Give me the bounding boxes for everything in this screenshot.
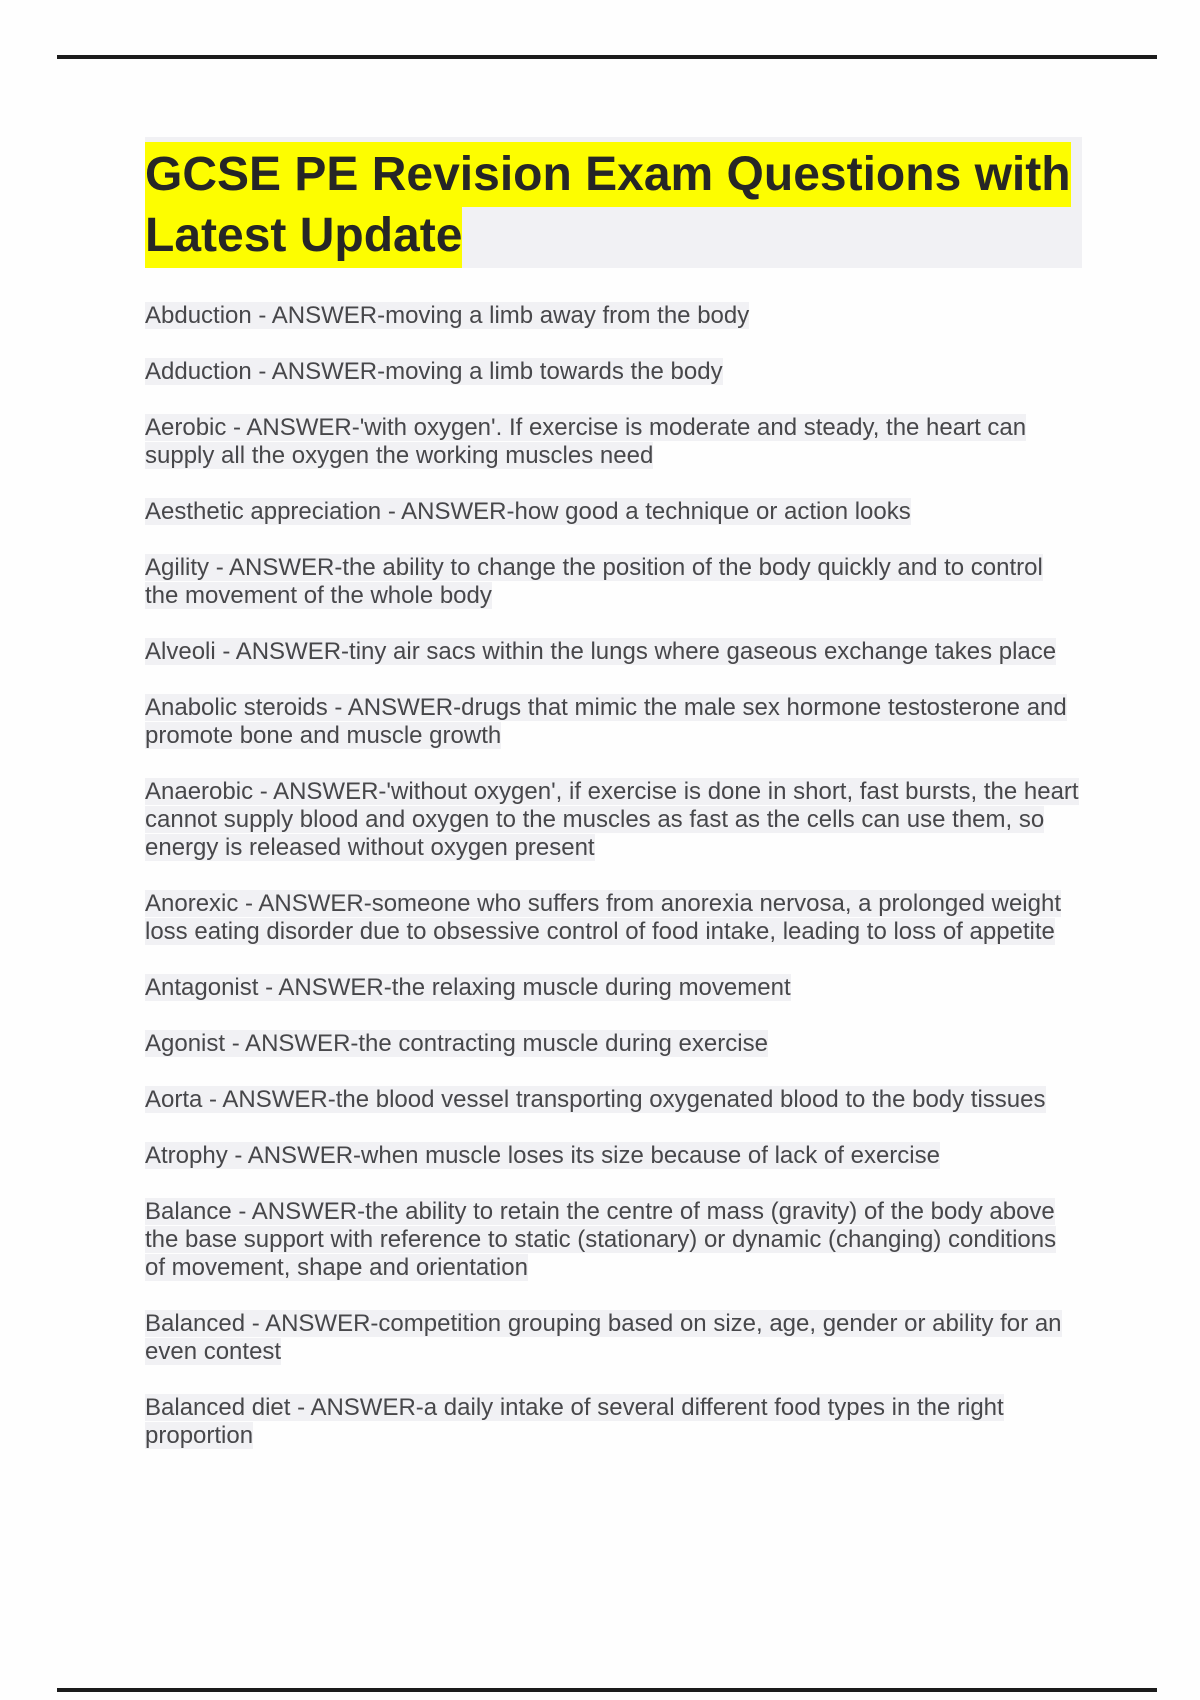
- definition-entry: [145, 358, 1082, 386]
- definition-entry: [145, 1198, 1082, 1282]
- entry-text: Balanced diet - ANSWER-a daily intake of several different food types in the right proportion: [145, 1394, 1004, 1449]
- definition-entry: [145, 1030, 1082, 1058]
- page-title: [145, 137, 1082, 268]
- entry-text: Anorexic - ANSWER-someone who suffers from anorexia nervosa, a prolonged weight loss eating disorder due to obsessive control of food intake, leading to loss of appetite: [145, 890, 1061, 945]
- definition-entry: [145, 1394, 1082, 1450]
- definition-entry: [145, 890, 1082, 946]
- definition-entry: [145, 498, 1082, 526]
- entry-text: Agility - ANSWER-the ability to change the position of the body quickly and to control the movement of the whole body: [145, 554, 1043, 609]
- entry-text: Atrophy - ANSWER-when muscle loses its size because of lack of exercise: [145, 1142, 940, 1169]
- content: [145, 0, 1082, 1478]
- entry-text: Anaerobic - ANSWER-'without oxygen', if exercise is done in short, fast bursts, the heart cannot supply blood and oxygen to the muscles as fast as the cells can use them, so energy is released without oxygen present: [145, 778, 1079, 861]
- definition-entry: [145, 1086, 1082, 1114]
- definition-entry: [145, 778, 1082, 862]
- entry-text: Agonist - ANSWER-the contracting muscle during exercise: [145, 1030, 768, 1057]
- definition-entry: [145, 638, 1082, 666]
- entry-text: Anabolic steroids - ANSWER-drugs that mimic the male sex hormone testosterone and promote bone and muscle growth: [145, 694, 1067, 749]
- bottom-rule: [57, 1688, 1157, 1692]
- definition-entry: [145, 414, 1082, 470]
- definition-entry: [145, 554, 1082, 610]
- definition-entry: [145, 302, 1082, 330]
- page-title-highlight: GCSE PE Revision Exam Questions with Latest Update: [145, 142, 1071, 268]
- entry-text: Alveoli - ANSWER-tiny air sacs within the lungs where gaseous exchange takes place: [145, 638, 1057, 665]
- definition-entry: [145, 974, 1082, 1002]
- entry-text: Abduction - ANSWER-moving a limb away from the body: [145, 302, 750, 329]
- definition-entry: [145, 694, 1082, 750]
- entry-text: Adduction - ANSWER-moving a limb towards the body: [145, 358, 723, 385]
- entry-text: Aesthetic appreciation - ANSWER-how good a technique or action looks: [145, 498, 911, 525]
- entry-text: Balance - ANSWER-the ability to retain the centre of mass (gravity) of the body above the base support with reference to static (stationary) or dynamic (changing) conditions of movement, shape and orientation: [145, 1198, 1057, 1281]
- entry-text: Balanced - ANSWER-competition grouping based on size, age, gender or ability for an even contest: [145, 1310, 1062, 1365]
- entry-text: Aorta - ANSWER-the blood vessel transporting oxygenated blood to the body tissues: [145, 1086, 1046, 1113]
- entry-text: Antagonist - ANSWER-the relaxing muscle during movement: [145, 974, 791, 1001]
- entry-text: Aerobic - ANSWER-'with oxygen'. If exercise is moderate and steady, the heart can supply all the oxygen the working muscles need: [145, 414, 1027, 469]
- definition-entry: [145, 1142, 1082, 1170]
- definition-entry: [145, 1310, 1082, 1366]
